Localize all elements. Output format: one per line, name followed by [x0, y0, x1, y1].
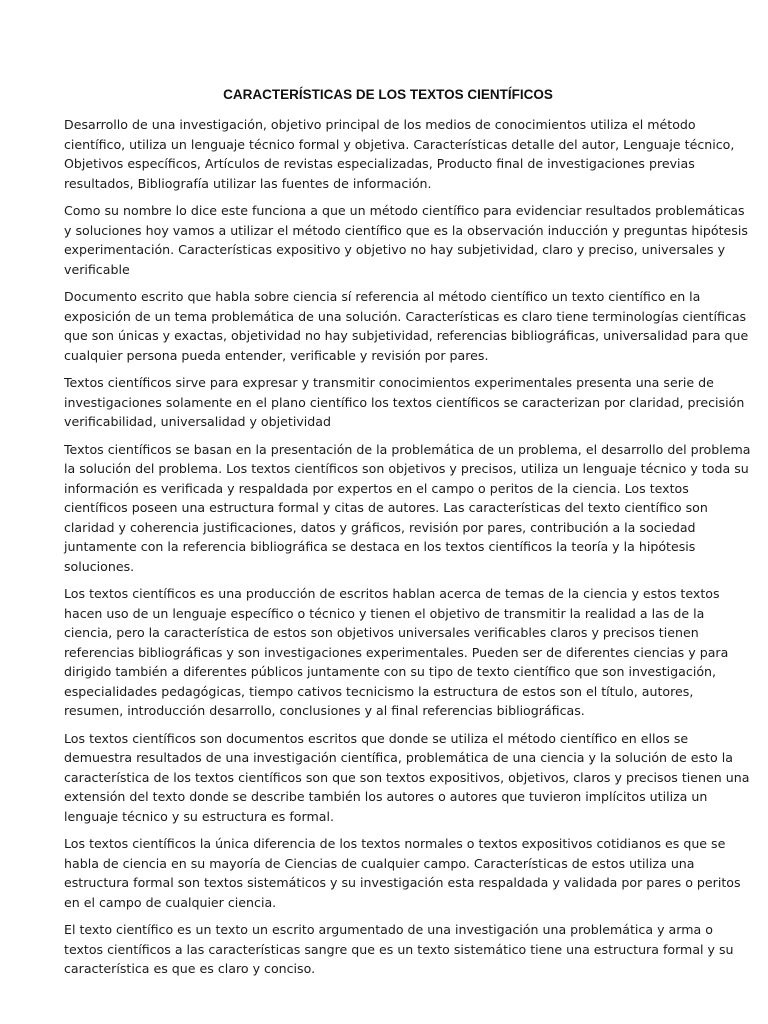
paragraph-2: Como su nombre lo dice este funciona a que un método científico para evidenciar resultados problemáticas y soluciones hoy vamos a utilizar el método científico que es la observación inducción y preguntas hipótesis experimentación. Características expositivo y objetivo no hay subjetividad, claro y preciso, universales y verificable	[64, 203, 748, 277]
paragraph-9: El texto científico es un texto un escrito argumentado de una investigación una problemática y arma o textos científicos a las características sangre que es un texto sistemático tiene una estructura formal y su característica es que es claro y conciso.	[64, 922, 734, 976]
paragraph-4: Textos científicos sirve para expresar y transmitir conocimientos experimentales presenta una serie de investigaciones solamente en el plano científico los textos científicos se caracterizan por claridad, precisión verificabilidad, universalidad y objetividad	[64, 375, 745, 429]
document-title: CARACTERÍSTICAS DE LOS TEXTOS CIENTÍFICOS	[223, 87, 553, 102]
paragraph-8: Los textos científicos la única diferencia de los textos normales o textos expositivos cotidianos es que se habla de ciencia en su mayoría de Ciencias de cualquier campo. Características de estos utiliza una estructura formal son textos sistemáticos y su investigación esta respaldada y validada por pares o peritos en el campo de cualquier ciencia.	[64, 836, 741, 910]
paragraph-1: Desarrollo de una investigación, objetivo principal de los medios de conocimientos utiliza el método científico, utiliza un lenguaje técnico formal y objetiva. Características detalle del autor, Lenguaje técnico, Objetivos específicos, Artículos de revistas especializadas, Producto final de investigaciones previas resultados, Bibliografía utilizar las fuentes de información.	[64, 117, 735, 191]
document-body	[64, 115, 754, 987]
paragraph-7: Los textos científicos son documentos escritos que donde se utiliza el método científico en ellos se demuestra resultados de una investigación científica, problemática de una ciencia y la solución de esto la característica de los textos científicos son que son textos expositivos, objetivos, claros y precisos tienen una extensión del texto donde se describe también los autores o autores que tuvieron implícitos utiliza un lenguaje técnico y su estructura es formal.	[64, 730, 750, 824]
paragraph-3: Documento escrito que habla sobre ciencia sí referencia al método científico un texto científico en la exposición de un tema problemática de una solución. Características es claro tiene terminologías científicas que son únicas y exactas, objetividad no hay subjetividad, referencias bibliográficas, universalidad para que cualquier persona pueda entender, verificable y revisión por pares.	[64, 289, 749, 363]
paragraph-6: Los textos científicos es una producción de escritos hablan acerca de temas de la ciencia y estos textos hacen uso de un lenguaje específico o técnico y tienen el objetivo de transmitir la realidad a las de la ciencia, pero la característica de estos son objetivos universales verificables claros y precisos tienen referencias bibliográficas y son investigaciones experimentales. Pueden ser de diferentes ciencias y para dirigido también a diferentes públicos juntamente con su tipo de texto científico que son investigación, especialidades pedagógicas, tiempo cativos tecnicismo la estructura de estos son el título, autores, resumen, introducción desarrollo, conclusiones y al final referencias bibliográficas.	[64, 586, 729, 718]
paragraph-5: Textos científicos se basan en la presentación de la problemática de un problema, el desarrollo del problema la solución del problema. Los textos científicos son objetivos y precisos, utiliza un lenguaje técnico y toda su información es verificada y respaldada por expertos en el campo o peritos de la ciencia. Los textos científicos poseen una estructura formal y citas de autores. Las características del texto científico son claridad y coherencia justificaciones, datos y gráficos, revisión por pares, contribución a la sociedad juntamente con la referencia bibliográfica se destaca en los textos científicos la teoría y la hipótesis soluciones.	[64, 441, 751, 574]
